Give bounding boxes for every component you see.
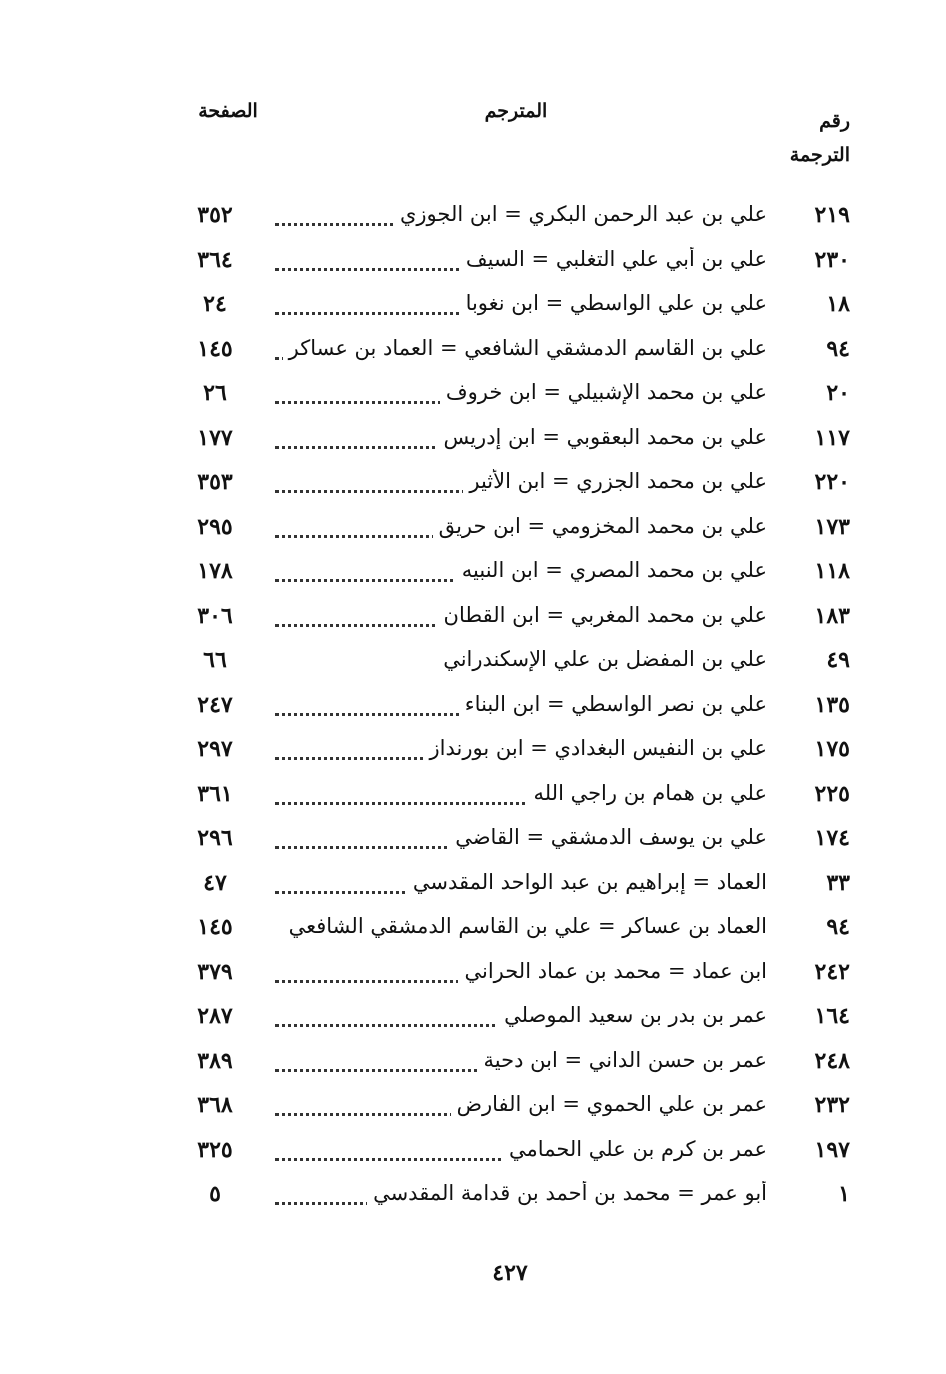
entry-page: ٣٥٣ [197, 469, 233, 495]
entry-number: ١٧٣ [814, 513, 850, 540]
entry-name: علي بن القاسم الدمشقي الشافعي = العماد بن عساكر [283, 336, 767, 360]
entry-number: ٤٩ [826, 647, 850, 673]
entry-page: ٢٨٧ [197, 1003, 233, 1029]
entry-name-cell [275, 959, 767, 991]
entry-number: ٢١٩ [814, 202, 850, 228]
entry-number: ٢٣٠ [814, 246, 850, 273]
index-row [0, 864, 946, 909]
entry-number: ١٨٣ [814, 602, 850, 629]
entry-number: ٩٤ [826, 335, 850, 362]
index-row [0, 819, 946, 864]
entry-name: العماد = إبراهيم بن عبد الواحد المقدسي [407, 870, 767, 894]
entry-page: ٣٦١ [197, 780, 233, 807]
entry-name: علي بن محمد المغربي = ابن القطان [438, 603, 767, 627]
entry-page: ٣٦٨ [197, 1092, 233, 1118]
entry-number: ٢٤٨ [814, 1047, 850, 1074]
entry-name: علي بن النفيس البغدادي = ابن بورنداز [424, 736, 767, 760]
entry-number: ٢٣٢ [814, 1092, 850, 1118]
entry-name-cell [275, 336, 767, 368]
entry-number: ١ [838, 1181, 850, 1207]
entry-name-cell [275, 380, 767, 412]
table-header [0, 98, 946, 178]
entry-name: علي بن أبي علي التغلبي = السيف [460, 247, 767, 271]
entry-name: عمر بن بدر بن سعيد الموصلي [498, 1003, 767, 1027]
entry-page: ٣٥٢ [197, 202, 233, 228]
index-row [0, 1131, 946, 1176]
entry-name: علي بن همام بن راجي الله [527, 781, 767, 805]
entry-number: ١٨ [826, 291, 850, 317]
entry-page: ٢٤٧ [197, 691, 233, 718]
entry-number: ٣٣ [826, 869, 850, 896]
entry-name: عمر بن علي الحموي = ابن الفارض [451, 1092, 767, 1116]
index-entries [0, 196, 946, 1220]
entry-number: ١٧٤ [814, 825, 850, 851]
entry-name: علي بن يوسف الدمشقي = القاضي [449, 825, 767, 849]
entry-number: ٩٤ [826, 914, 850, 940]
entry-page: ٣٧٩ [197, 958, 233, 985]
entry-page: ٢٦ [203, 380, 227, 406]
index-row [0, 1175, 946, 1220]
index-row [0, 686, 946, 731]
column-header-page: الصفحة [198, 100, 258, 122]
entry-name-cell [275, 914, 767, 946]
entry-page: ٢٩٧ [197, 736, 233, 762]
index-row [0, 552, 946, 597]
entry-name: أبو عمر = محمد بن أحمد بن قدامة المقدسي [367, 1181, 767, 1205]
entry-page: ٣٦٤ [197, 246, 233, 273]
entry-name-cell [275, 647, 767, 679]
entry-page: ٦٦ [203, 647, 227, 673]
index-row [0, 775, 946, 820]
index-row [0, 597, 946, 642]
entry-name: علي بن عبد الرحمن البكري = ابن الجوزي [394, 202, 767, 226]
index-row [0, 1042, 946, 1087]
entry-name: ابن عماد = محمد بن عماد الحراني [458, 959, 767, 983]
index-row [0, 908, 946, 953]
index-row [0, 330, 946, 375]
entry-page: ٣٢٥ [197, 1136, 233, 1163]
entry-number: ١٦٤ [814, 1003, 850, 1029]
entry-name-cell [275, 247, 767, 279]
entry-name-cell [275, 781, 767, 813]
index-row [0, 997, 946, 1042]
index-row [0, 285, 946, 330]
entry-name-cell [275, 558, 767, 590]
entry-name-cell [275, 1003, 767, 1035]
index-row [0, 241, 946, 286]
entry-number: ٢٢٥ [814, 780, 850, 807]
entry-page: ١٤٥ [197, 335, 233, 362]
entry-name-cell [275, 469, 767, 501]
entry-number: ١٧٥ [814, 736, 850, 762]
entry-page: ٥ [209, 1181, 221, 1207]
page-number: ٤٢٧ [492, 1260, 528, 1286]
entry-number: ١٩٧ [814, 1136, 850, 1163]
column-header-name: المترجم [484, 100, 548, 122]
index-row [0, 508, 946, 553]
entry-name-cell [275, 870, 767, 902]
entry-name-cell [275, 692, 767, 724]
entry-page: ٣٠٦ [197, 602, 233, 629]
entry-name-cell [275, 1092, 767, 1124]
index-row [0, 1086, 946, 1131]
entry-name: علي بن المفضل بن علي الإسكندراني [437, 647, 767, 671]
entry-name-cell [275, 736, 767, 768]
index-row [0, 196, 946, 241]
entry-page: ٣٨٩ [197, 1047, 233, 1074]
entry-name: عمر بن حسن الداني = ابن دحية [478, 1048, 767, 1072]
entry-name: العماد بن عساكر = علي بن القاسم الدمشقي الشافعي [283, 914, 767, 938]
entry-name-cell [275, 1181, 767, 1213]
entry-name-cell [275, 514, 767, 546]
entry-name: علي بن محمد البعقوبي = ابن إدريس [437, 425, 767, 449]
index-row [0, 463, 946, 508]
index-row [0, 953, 946, 998]
entry-number: ٢٢٠ [814, 469, 850, 495]
entry-name-cell [275, 1048, 767, 1080]
entry-page: ٢٩٦ [197, 825, 233, 851]
entry-name-cell [275, 825, 767, 857]
entry-number: ٢٠ [826, 380, 850, 406]
entry-number: ١١٧ [814, 424, 850, 451]
entry-name: علي بن محمد الجزري = ابن الأثير [463, 469, 767, 493]
entry-number: ١١٨ [814, 558, 850, 584]
entry-name: عمر بن كرم بن علي الحمامي [503, 1137, 767, 1161]
entry-name: علي بن نصر الواسطي = ابن البناء [459, 692, 767, 716]
entry-page: ٢٩٥ [197, 513, 233, 540]
entry-name: علي بن محمد المخزومي = ابن حريق [433, 514, 767, 538]
entry-number: ١٣٥ [814, 691, 850, 718]
entry-page: ٤٧ [203, 869, 227, 896]
entry-number: ٢٤٢ [814, 958, 850, 985]
entry-name: علي بن علي الواسطي = ابن نغوبا [460, 291, 767, 315]
entry-name-cell [275, 425, 767, 457]
entry-name-cell [275, 202, 767, 234]
entry-page: ١٧٧ [197, 424, 233, 451]
entry-name-cell [275, 603, 767, 635]
entry-page: ١٤٥ [197, 914, 233, 940]
index-row [0, 641, 946, 686]
column-header-number: رقم الترجمة [789, 110, 850, 166]
index-row [0, 730, 946, 775]
index-row [0, 419, 946, 464]
entry-page: ٢٤ [203, 291, 227, 317]
index-row [0, 374, 946, 419]
entry-name-cell [275, 1137, 767, 1169]
entry-page: ١٧٨ [197, 558, 233, 584]
entry-name: علي بن محمد المصري = ابن النبيه [456, 558, 767, 582]
entry-name-cell [275, 291, 767, 323]
entry-name: علي بن محمد الإشبيلي = ابن خروف [440, 380, 767, 404]
